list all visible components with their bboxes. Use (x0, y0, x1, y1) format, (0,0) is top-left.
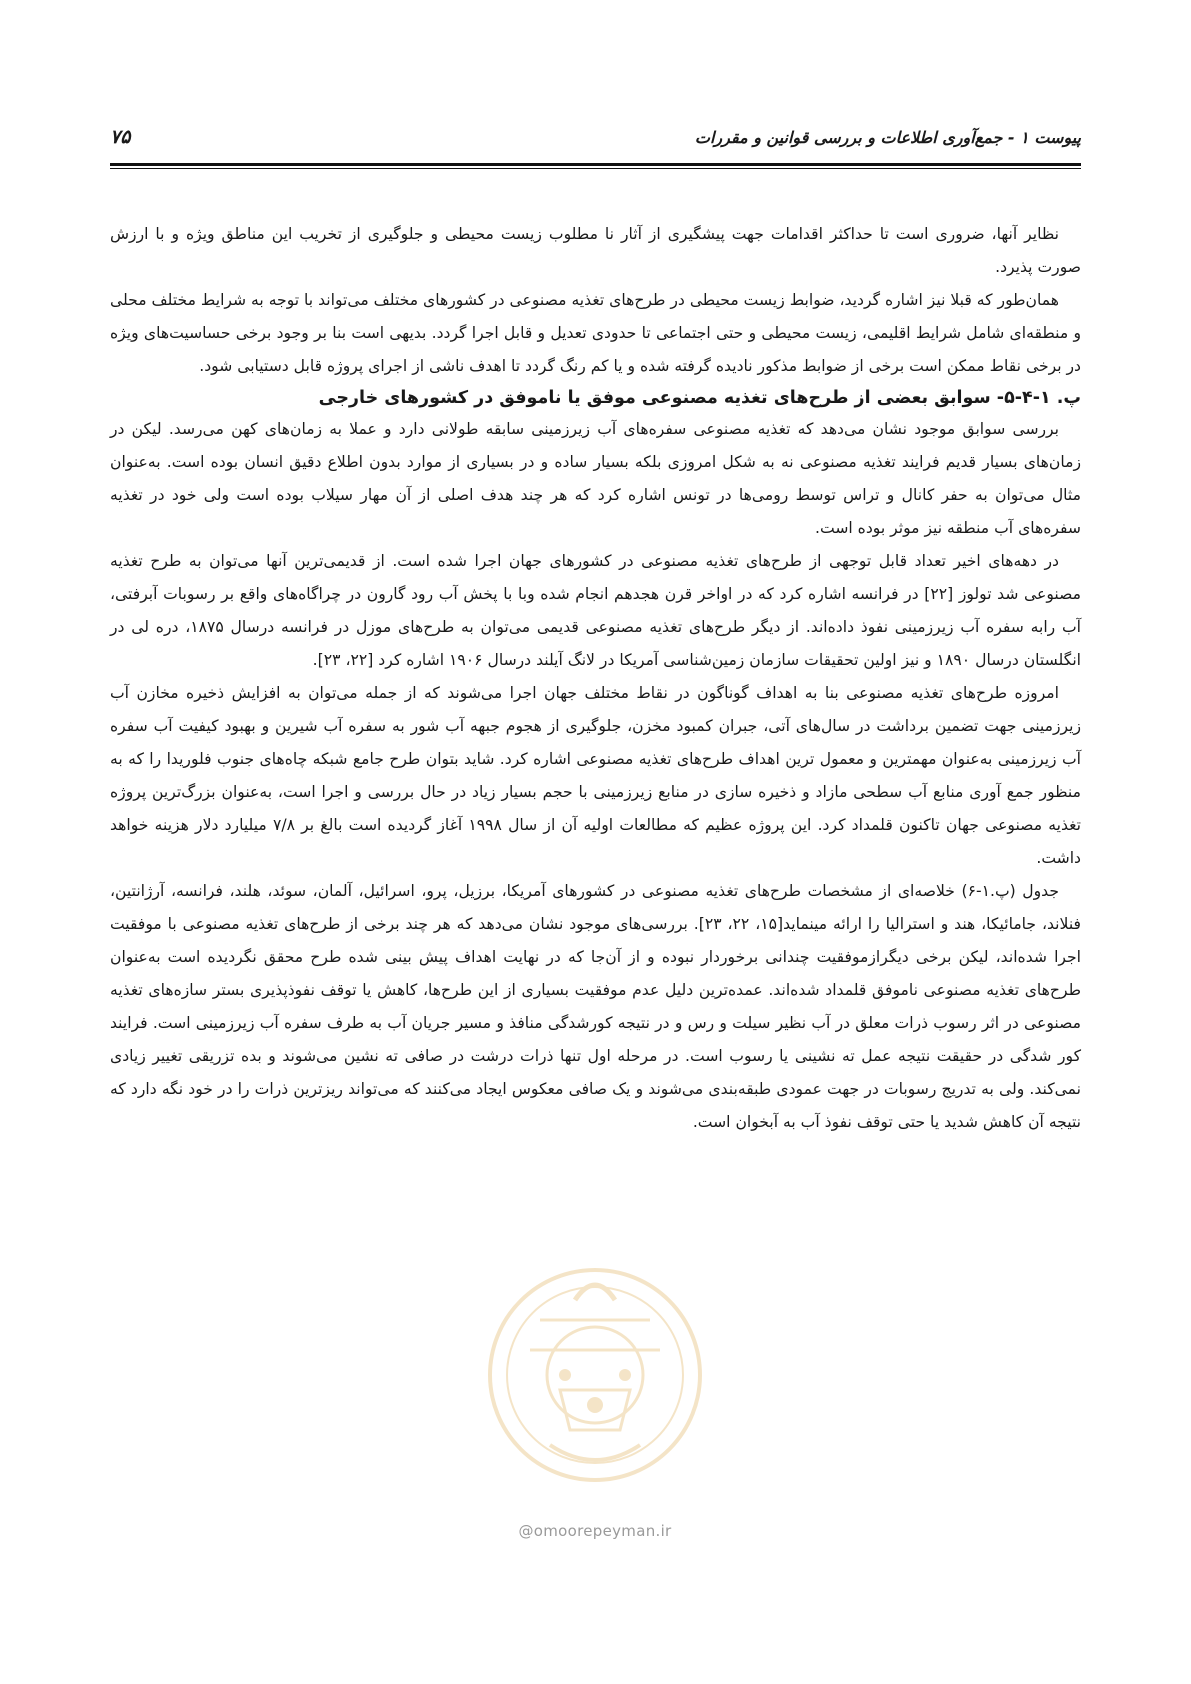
header-rule-thin (110, 168, 1081, 169)
paragraph-5: امروزه طرح‌های تغذیه مصنوعی بنا به اهداف گوناگون در نقاط مختلف جهان اجرا می‌شوند که از جمله می‌توان به افزایش ذخیره مخازن آب زیرزمینی جهت تضمین برداشت در سال‌های آتی، جبران کمبود مخزن، جلوگیری از هجوم جبهه آب شور به سفره آب شیرین و بهبود کیفیت آب سفره آب زیرزمینی به‌عنوان مهمترین و معمول ترین اهداف طرح‌های تغذیه مصنوعی اشاره کرد. شاید بتوان طرح جامع شبکه چاه‌های جنوب فلوریدا را که به منظور جمع آوری منابع آب سطحی مازاد و ذخیره سازی در منابع زیرزمینی با حجم بسیار زیاد در حال بررسی و اجرا است، به‌عنوان بزرگ‌ترین پروژه تغذیه مصنوعی جهان تاکنون قلمداد کرد. این پروژه عظیم که مطالعات اولیه آن از سال ۱۹۹۸ آغاز گردیده است بالغ بر ۷/۸ میلیارد دلار هزینه خواهد داشت. (110, 684, 1081, 867)
watermark-seal-icon (470, 1240, 720, 1500)
page-number: ۷۵ (110, 126, 131, 148)
paragraph-4: در دهه‌های اخیر تعداد قابل توجهی از طرح‌های تغذیه مصنوعی در کشورهای جهان اجرا شده است. از قدیمی‌ترین آنها می‌توان به طرح تغذیه مصنوعی شد تولوز [۲۲] در فرانسه اشاره کرد که در اواخر قرن هجدهم انجام شده وبا با پخش آب رود گارون در چراگاه‌های واقع بر رسوبات آبرفتی، آب رابه سفره آب زیرزمینی نفوذ داده‌اند. از دیگر طرح‌های تغذیه مصنوعی قدیمی می‌توان به طرح‌های موزل در فرانسه درسال ۱۸۷۵، دره لی در انگلستان درسال ۱۸۹۰ و نیز اولین تحقیقات سازمان زمین‌شناسی آمریکا در لانگ آیلند درسال ۱۹۰۶ اشاره کرد [۲۲، ۲۳]. (110, 552, 1082, 669)
page-header (110, 128, 1081, 160)
header-rule-thick (110, 163, 1081, 166)
body-text (110, 218, 1081, 1139)
section-heading: پ. ۱-۴-۵- سوابق بعضی از طرح‌های تغذیه مصنوعی موفق یا ناموفق در کشورهای خارجی (318, 388, 1081, 408)
paragraph-6: جدول (پ.۱-۶) خلاصه‌ای از مشخصات طرح‌های تغذیه مصنوعی در کشورهای آمریکا، برزیل، پرو، اسرائیل، آلمان، سوئد، هلند، فرانسه، آرژانتین، فنلاند، جامائیکا، هند و استرالیا را ارائه مینماید[۱۵، ۲۲، ۲۳]. بررسی‌های موجود نشان می‌دهد که هر چند برخی از طرح‌های تغذیه مصنوعی با موفقیت اجرا شده‌اند، لیکن برخی دیگرازموفقیت چندانی برخوردار نبوده و از آن‌جا که در نهایت اهداف پیش بینی شده طرح محقق نگردیده است به‌عنوان طرح‌های تغذیه مصنوعی ناموفق قلمداد شده‌اند. عمده‌ترین دلیل عدم موفقیت بسیاری از این طرح‌ها، کاهش یا توقف نفوذپذیری بستر سازه‌های تغذیه مصنوعی در اثر رسوب ذرات معلق در آب نظیر سیلت و رس و در نتیجه کورشدگی منافذ و مسیر جریان آب به طرف سفره آب زیرزمینی است. فرایند کور شدگی در حقیقت نتیجه عمل ته نشینی یا رسوب است. در مرحله اول تنها ذرات درشت در صافی ته نشین می‌شوند و بده تزریقی تغییر زیادی نمی‌کند. ولی به تدریج رسوبات در جهت عمودی طبقه‌بندی می‌شوند و یک صافی معکوس ایجاد می‌کنند که می‌تواند ریزترین ذرات را در خود نگه دارد که نتیجه آن کاهش شدید یا حتی توقف نفوذ آب به آبخوان است. (110, 882, 1081, 1131)
watermark-url: @omoorepeyman.ir (518, 1522, 672, 1540)
running-header-title: پیوست ۱ - جمع‌آوری اطلاعات و بررسی قوانین و مقررات (694, 128, 1081, 147)
paragraph-2: همان‌طور که قبلا نیز اشاره گردید، ضوابط زیست محیطی در طرح‌های تغذیه مصنوعی در کشورهای مختلف می‌تواند با توجه به شرایط مختلف محلی و منطقه‌ای شامل شرایط اقلیمی، زیست محیطی و حتی اجتماعی تا حدودی تعدیل و قابل اجرا گردد. بدیهی است بنا بر وجود برخی حساسیت‌های ویژه در برخی نقاط ممکن است برخی از ضوابط مذکور نادیده گرفته شده و یا کم رنگ گردد تا اهدف ناشی از اجرای پروژه قابل دستیابی شود. (110, 291, 1081, 375)
paragraph-1: نظایر آنها، ضروری است تا حداکثر اقدامات جهت پیشگیری از آثار نا مطلوب زیست محیطی و جلوگیری از تخریب این مناطق ویژه و با ارزش صورت پذیرد. (110, 225, 1081, 276)
paragraph-3: بررسی سوابق موجود نشان می‌دهد که تغذیه مصنوعی سفره‌های آب زیرزمینی سابقه طولانی دارد و عملا به زمان‌های کهن می‌رسد. لیکن در زمان‌های بسیار قدیم فرایند تغذیه مصنوعی نه به شکل امروزی بلکه بسیار ساده و در بسیاری از موارد بدون اطلاع دقیق انسان بوده است. به‌عنوان مثال می‌توان به حفر کانال و تراس توسط رومی‌ها در تونس اشاره کرد که هر چند هدف اصلی از آن مهار سیلاب بوده است ولی خود در تغذیه سفره‌های آب منطقه نیز موثر بوده است. (110, 420, 1081, 537)
